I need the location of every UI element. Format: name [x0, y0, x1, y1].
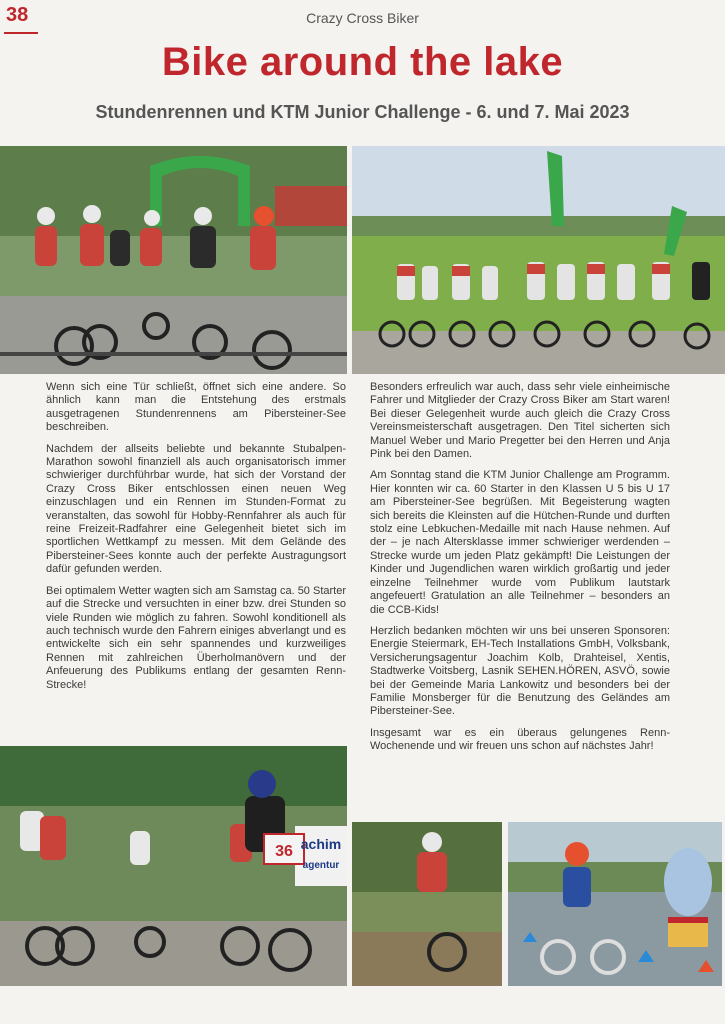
paragraph: Am Sonntag stand die KTM Junior Challenge am Programm. Hier konnten wir ca. 60 Starter in den Klassen U 5 bis U 17 am Pibersteiner-See begrüßen. Mit Begeisterung wagten sich bereits die Kleinsten auf die Hütchen-Runde und durften stolz eine Lebkuchen-Medaille mit nach Hause nehmen. Auf der – je nach Altersklasse immer schwieriger werdenden – Strecke wurde um jeden Platz gekämpft! Die Leistungen der Kinder und Jugendlichen waren wirklich großartig und jeder einzelne Teilnehmer wurde vom Publikum lautstark angefeuert! Gratulation an alle Teilnehmer – besonders an die CCB-Kids! [370, 469, 670, 616]
page-number-rule [4, 32, 38, 34]
text-column-left [46, 381, 346, 700]
text-column-right [370, 381, 670, 762]
paragraph: Bei optimalem Wetter wagten sich am Samstag ca. 50 Starter auf die Strecke und versuchten in einer bzw. drei Stunden so viele Runden wie möglich zu fahren. Sowohl konditionell als auch technisch wurde den Fahrern einiges abverlangt und es entwickelte sich ein sehr spannendes und kurzweiliges Rennen mit zahlreichen Überholmanövern und der Anfeuerung des Publikums entlang der gesamten Renn-Strecke! [46, 584, 346, 691]
article-title: Bike around the lake [161, 40, 564, 84]
sponsor-banner-text-2: agentur [302, 860, 340, 871]
sponsor-banner-text: achim [300, 836, 342, 852]
paragraph: Besonders erfreulich war auch, dass sehr viele einheimische Fahrer und Mitglieder der Crazy Cross Biker am Start waren! Bei dieser Gelegenheit wurde auch gleich die Crazy Cross Vereinsmeisterschaft ausgetragen. Den Titel sicherten sich Manuel Weber und Mario Pregetter bei den Herren und Anja Pink bei den Damen. [370, 381, 670, 461]
photo-race-start [0, 146, 347, 374]
photo-group-riders [352, 146, 725, 374]
photo-group-riders-image [352, 146, 725, 374]
photo-child-rider [352, 822, 502, 986]
race-plate-number: 36 [275, 843, 293, 860]
paragraph: Wenn sich eine Tür schließt, öffnet sich eine andere. So ähnlich kann man die Entstehung des erstmals ausgetragenen Stundenrennens am Pibersteiner-See beschreiben. [46, 381, 346, 434]
paragraph: Insgesamt war es ein überaus gelungenes Renn-Wochenende und wir freuen uns schon auf nächstes Jahr! [370, 726, 670, 753]
photo-kids-race-image [0, 746, 347, 986]
running-title: Crazy Cross Biker [306, 10, 419, 26]
article-subtitle: Stundenrennen und KTM Junior Challenge - 6. und 7. Mai 2023 [95, 102, 630, 122]
photo-child-rider-image [352, 822, 502, 986]
paragraph: Nachdem der allseits beliebte und bekannte Stubalpen-Marathon sowohl finanziell als auch organisatorisch immer schwieriger durchführbar wurde, hat sich der Vorstand der Crazy Cross Biker entschlossen einen neuen Weg einzuschlagen und ein Rennen im Stunden-Format zu veranstalten, das sowohl für Hobby-Rennfahrer als auch für reine Freizeit-Radfahrer eine Gelegenheit bietet sich im sportlichen Wettkampf zu messen. Mit dem Gelände des Pibersteiner-Sees konnte auch der perfekte Austragungsort dafür gefunden werden. [46, 442, 346, 576]
photo-kids-race [0, 746, 347, 986]
page-number: 38 [6, 4, 29, 26]
photo-race-start-image [0, 146, 347, 374]
photo-small-child [508, 822, 722, 986]
paragraph: Herzlich bedanken möchten wir uns bei unseren Sponsoren: Energie Steiermark, EH-Tech Installations GmbH, Volksbank, Versicherungsagentur Joachim Kolb, Drahteisel, Xentis, Stadtwerke Voitsberg, Lasnik SEHEN.HÖREN, ASVÖ, sowie bei der Gemeinde Maria Lankowitz und besonders bei der Familie Monsberger für die Benutzung des Geländes am Pibersteiner-See. [370, 624, 670, 718]
photo-small-child-image [508, 822, 722, 986]
